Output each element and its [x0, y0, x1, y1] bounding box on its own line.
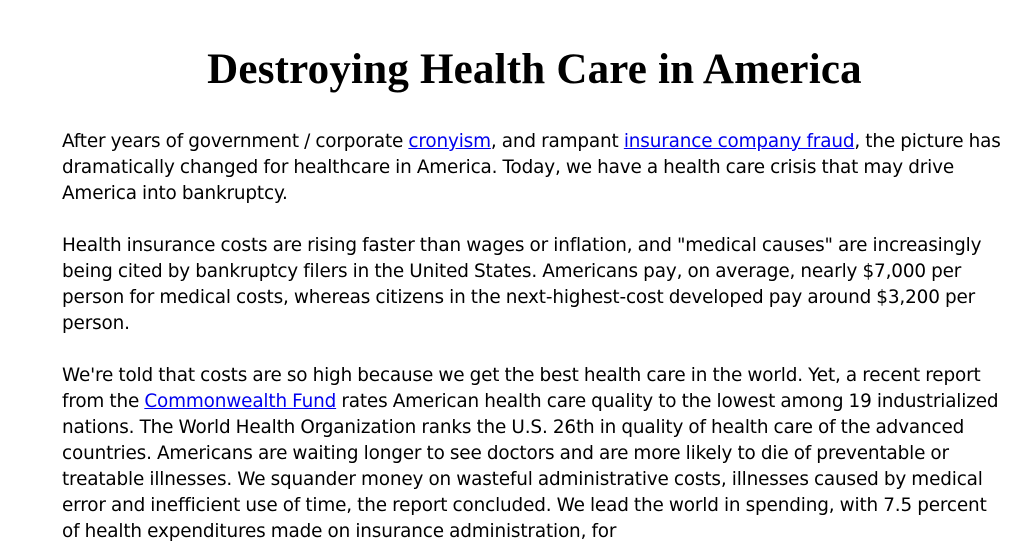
insurance-company-fraud-link[interactable]: insurance company fraud [623, 131, 855, 152]
paragraph-quality [62, 363, 1007, 545]
cronyism-link[interactable]: cronyism [408, 131, 491, 152]
paragraph-text: , the picture has dramatically changed for healthcare in America. Today, we have a health care crisis that may drive America into bankruptcy. [62, 131, 1001, 204]
commonwealth-fund-link[interactable]: Commonwealth Fund [144, 391, 337, 412]
paragraph-intro [62, 129, 1007, 207]
paragraph-text: We're told that costs are so high because we get the best health care in the world. Yet, a recent report from the [62, 365, 981, 412]
article [62, 0, 1007, 545]
paragraph-text: , and rampant [490, 131, 624, 152]
paragraph-text: rates American health care quality to the lowest among 19 industrialized nations. The World Health Organization ranks the U.S. 26th in quality of health care of the advanced countries. Americans are waiting longer to see doctors and are more likely to die of preventable or treatable illnesses. We squander money on wasteful administrative costs, illnesses caused by medical error and inefficient use of time, the report concluded. We lead the world in spending, with 7.5 percent of health expenditures made on insurance administration, for [62, 391, 999, 542]
paragraph-text: After years of government / corporate [62, 131, 409, 152]
paragraph-costs: Health insurance costs are rising faster than wages or inflation, and "medical causes" are increasingly being cited by bankruptcy filers in the United States. Americans pay, on average, nearly $7,000 per person for medical costs, whereas citizens in the next-highest-cost developed pay around $3,200 per person. [62, 235, 982, 334]
page-title: Destroying Health Care in America [207, 46, 862, 93]
